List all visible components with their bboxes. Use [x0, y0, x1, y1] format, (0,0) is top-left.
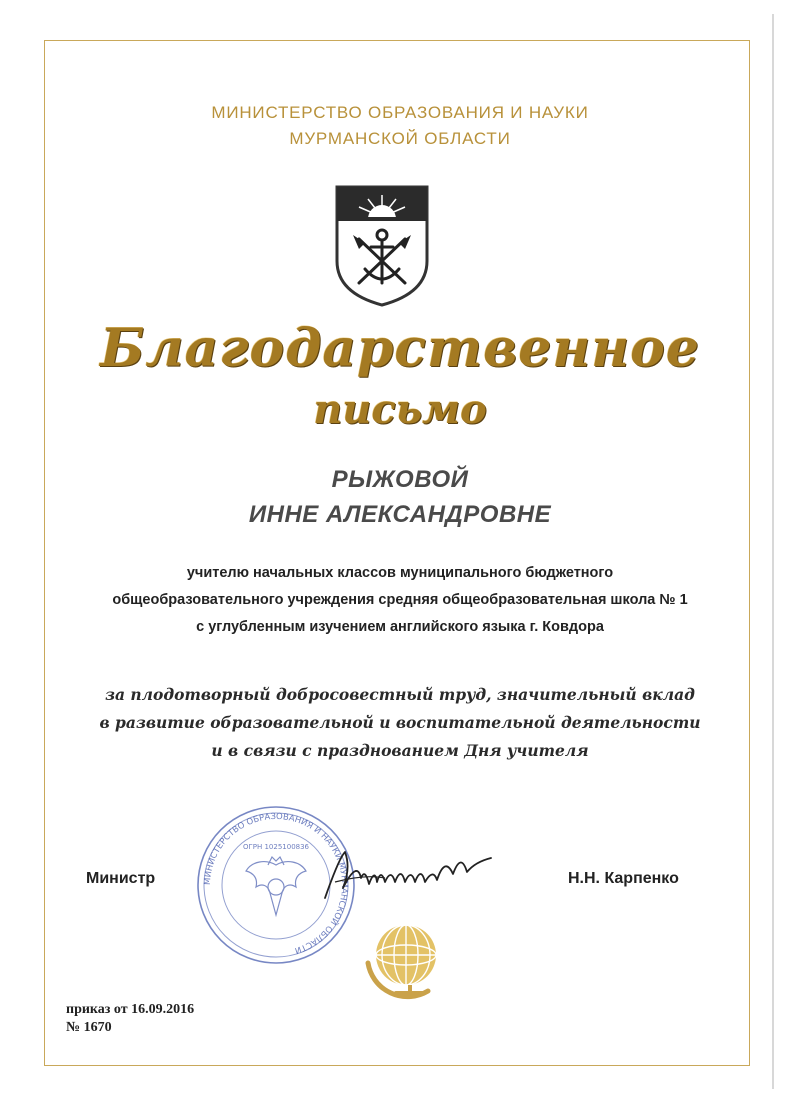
certificate-title-line1: Благодарственное: [100, 318, 700, 379]
award-reason-line1: за плодотворный добросовестный труд, значительный вклад: [105, 685, 695, 704]
order-date: приказ от 16.09.2016: [66, 1002, 195, 1017]
recipient-given-names: ИННЕ АЛЕКСАНДРОВНЕ: [248, 501, 552, 528]
signatory-name: Н.Н. Карпенко: [568, 870, 679, 887]
recipient-position-line1: учителю начальных классов муниципального бюджетного: [186, 565, 614, 581]
award-reason-line3: и в связи с празднованием Дня учителя: [211, 741, 589, 760]
recipient-position-line3: с углубленным изучением английского языка г. Ковдора: [196, 619, 604, 635]
seal-text: МИНИСТЕРСТВО ОБРАЗОВАНИЯ И НАУКИ МУРМАНСКОЙ ОБЛАСТИ: [202, 811, 350, 956]
signatory-title: Министр: [86, 870, 156, 887]
seal-ogrn: ОГРН 1025100836: [242, 843, 310, 851]
ministry-name-line2: МУРМАНСКОЙ ОБЛАСТИ: [289, 129, 511, 148]
handwritten-signature: [315, 838, 505, 908]
award-reason-line2: в развитие образовательной и воспитательной деятельности: [99, 713, 701, 732]
globe-emblem-icon: [350, 905, 450, 1005]
ministry-name-line1: МИНИСТЕРСТВО ОБРАЗОВАНИЯ И НАУКИ: [211, 103, 589, 122]
coat-of-arms-icon: [333, 183, 431, 309]
order-number: № 1670: [66, 1020, 112, 1035]
scan-edge: [772, 14, 774, 1089]
recipient-position-line2: общеобразовательного учреждения средняя общеобразовательная школа № 1: [112, 592, 688, 608]
certificate-title-line2: письмо: [313, 386, 487, 433]
recipient-surname: РЫЖОВОЙ: [331, 466, 469, 493]
